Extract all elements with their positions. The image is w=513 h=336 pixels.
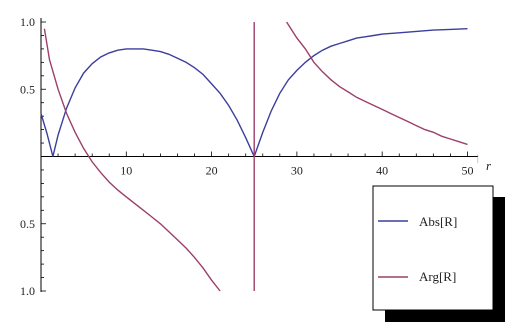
legend-label-abs: Abs[R] <box>419 214 458 229</box>
y-tick-label: 0.5 <box>20 216 35 231</box>
y-tick-label: 1.0 <box>20 284 35 298</box>
x-axis-label: r <box>486 158 492 173</box>
x-tick-label: 30 <box>290 163 303 178</box>
x-tick-label: 20 <box>205 163 218 178</box>
axis-arrow-mark: | <box>477 153 479 163</box>
legend <box>373 186 505 322</box>
y-tick-label: 1.0 <box>20 15 35 29</box>
y-tick-label: 0.5 <box>20 82 35 97</box>
legend-label-arg: Arg[R] <box>419 269 457 284</box>
x-tick-label: 40 <box>376 163 389 178</box>
legend-box <box>373 186 493 310</box>
x-tick-label: 50 <box>461 163 474 178</box>
x-tick-label: 10 <box>120 163 133 178</box>
series-line-arg-2 <box>287 22 468 144</box>
